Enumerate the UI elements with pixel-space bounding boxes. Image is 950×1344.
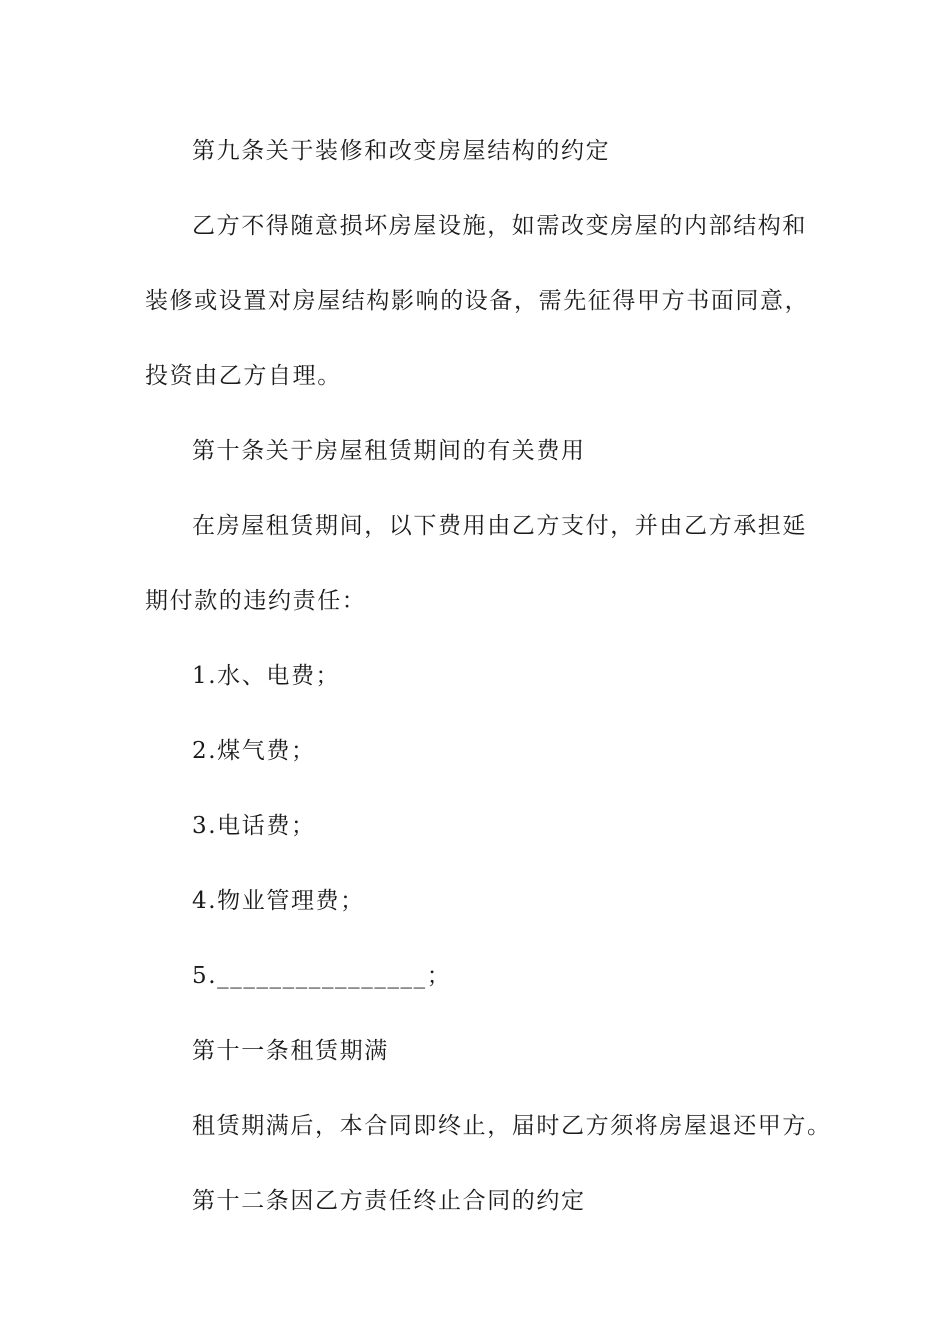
article-10-paragraph-line-2: 期付款的违约责任： xyxy=(145,588,367,614)
fee-item-5-blank: 5.________________； xyxy=(192,963,452,989)
article-11-heading: 第十一条租赁期满 xyxy=(192,1038,389,1064)
article-9-heading: 第九条关于装修和改变房屋结构的约定 xyxy=(192,138,611,164)
article-10-heading: 第十条关于房屋租赁期间的有关费用 xyxy=(192,438,586,464)
article-9-paragraph-line-1: 乙方不得随意损坏房屋设施，如需改变房屋的内部结构和 xyxy=(192,213,807,239)
article-11-paragraph: 租赁期满后，本合同即终止，届时乙方须将房屋退还甲方。 xyxy=(192,1113,832,1139)
article-9-paragraph-line-3: 投资由乙方自理。 xyxy=(145,363,342,389)
article-10-paragraph-line-1: 在房屋租赁期间，以下费用由乙方支付，并由乙方承担延 xyxy=(192,513,807,539)
fee-item-2: 2.煤气费； xyxy=(192,738,316,764)
fee-item-3: 3.电话费； xyxy=(192,813,316,839)
fee-item-1: 1.水、电费； xyxy=(192,663,341,689)
fee-item-4: 4.物业管理费； xyxy=(192,888,365,914)
article-12-heading: 第十二条因乙方责任终止合同的约定 xyxy=(192,1188,586,1214)
article-9-paragraph-line-2: 装修或设置对房屋结构影响的设备，需先征得甲方书面同意， xyxy=(145,288,810,314)
